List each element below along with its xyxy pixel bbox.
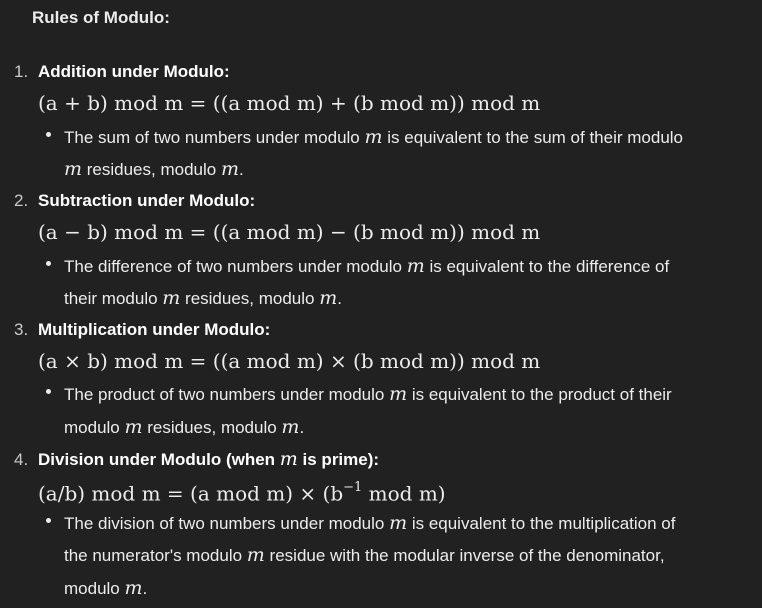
rule-2-number: 2. <box>14 191 29 210</box>
rule-2-title <box>14 188 255 214</box>
math-var: m <box>389 512 408 534</box>
rule-1-label: Addition under Modulo: <box>38 62 230 81</box>
text: modulo <box>64 418 125 437</box>
text: residues, modulo <box>142 418 282 437</box>
rule-1-number: 1. <box>14 62 29 81</box>
text: Division under Modulo (when <box>38 450 280 469</box>
rule-4-title <box>14 446 379 472</box>
text: The division of two numbers under modulo <box>64 514 390 533</box>
math-var: m <box>124 416 143 438</box>
math-var: m <box>124 577 143 599</box>
formula-text: (a/b) mod m = (a mod m) × (b <box>38 481 344 506</box>
bullet-dot <box>46 518 51 523</box>
rule-4-bullet-line-1 <box>64 507 675 539</box>
text: . <box>238 160 244 179</box>
math-var: m <box>364 126 383 148</box>
text: is equivalent to the multiplication of <box>407 514 676 533</box>
text: residues, modulo <box>180 289 320 308</box>
text: the numerator's modulo <box>64 546 247 565</box>
rule-2-bullet-line-2 <box>64 282 342 314</box>
rule-4-number: 4. <box>14 450 29 469</box>
text: The product of two numbers under modulo <box>64 385 390 404</box>
text: . <box>299 418 305 437</box>
rule-1-bullet-line-1 <box>64 121 683 153</box>
rule-2-formula: (a − b) mod m = ((a mod m) − (b mod m)) mod m <box>38 220 541 244</box>
formula-text: mod m) <box>362 481 446 506</box>
rule-3-bullet-line-2 <box>64 411 304 443</box>
rule-4-formula <box>38 475 446 505</box>
rule-2-bullet-line-1 <box>64 250 669 282</box>
text: their modulo <box>64 289 163 308</box>
rule-2-label: Subtraction under Modulo: <box>38 191 256 210</box>
math-var: m <box>319 287 338 309</box>
math-var: m <box>281 416 300 438</box>
rule-3-formula: (a × b) mod m = ((a mod m) × (b mod m)) mod m <box>38 349 541 373</box>
text: is prime): <box>297 450 380 469</box>
text: . <box>142 579 148 598</box>
bullet-dot <box>46 389 51 394</box>
rule-4-label <box>38 450 379 469</box>
rule-3-label: Multiplication under Modulo: <box>38 320 271 339</box>
text: The difference of two numbers under modulo <box>64 257 407 276</box>
rule-4-bullet-line-2 <box>64 539 665 571</box>
text: is equivalent to the sum of their modulo <box>382 128 684 147</box>
math-var: m <box>220 158 239 180</box>
text: is equivalent to the difference of <box>424 257 670 276</box>
rule-3-number: 3. <box>14 320 29 339</box>
text: residues, modulo <box>82 160 221 179</box>
text: . <box>337 289 342 308</box>
text: modulo <box>64 579 125 598</box>
rule-1-formula: (a + b) mod m = ((a mod m) + (b mod m)) mod m <box>38 91 541 115</box>
rule-1-bullet-line-2 <box>64 153 244 185</box>
math-var: m <box>162 287 181 309</box>
math-var: m <box>246 544 265 566</box>
text: The sum of two numbers under modulo <box>64 128 365 147</box>
bullet-dot <box>46 132 51 137</box>
rule-4-bullet-line-3 <box>64 572 147 604</box>
text: residue with the modular inverse of the denominator, <box>264 546 665 565</box>
formula-exponent: −1 <box>343 480 363 495</box>
rule-1-title <box>14 59 230 85</box>
math-var: m <box>279 448 298 470</box>
math-var: m <box>406 255 425 277</box>
rule-3-title <box>14 317 270 343</box>
text: is equivalent to the product of their <box>407 385 672 404</box>
math-var: m <box>64 158 83 180</box>
math-var: m <box>389 383 408 405</box>
page-heading: Rules of Modulo: <box>32 8 170 27</box>
bullet-dot <box>46 261 51 266</box>
rule-3-bullet-line-1 <box>64 378 672 410</box>
